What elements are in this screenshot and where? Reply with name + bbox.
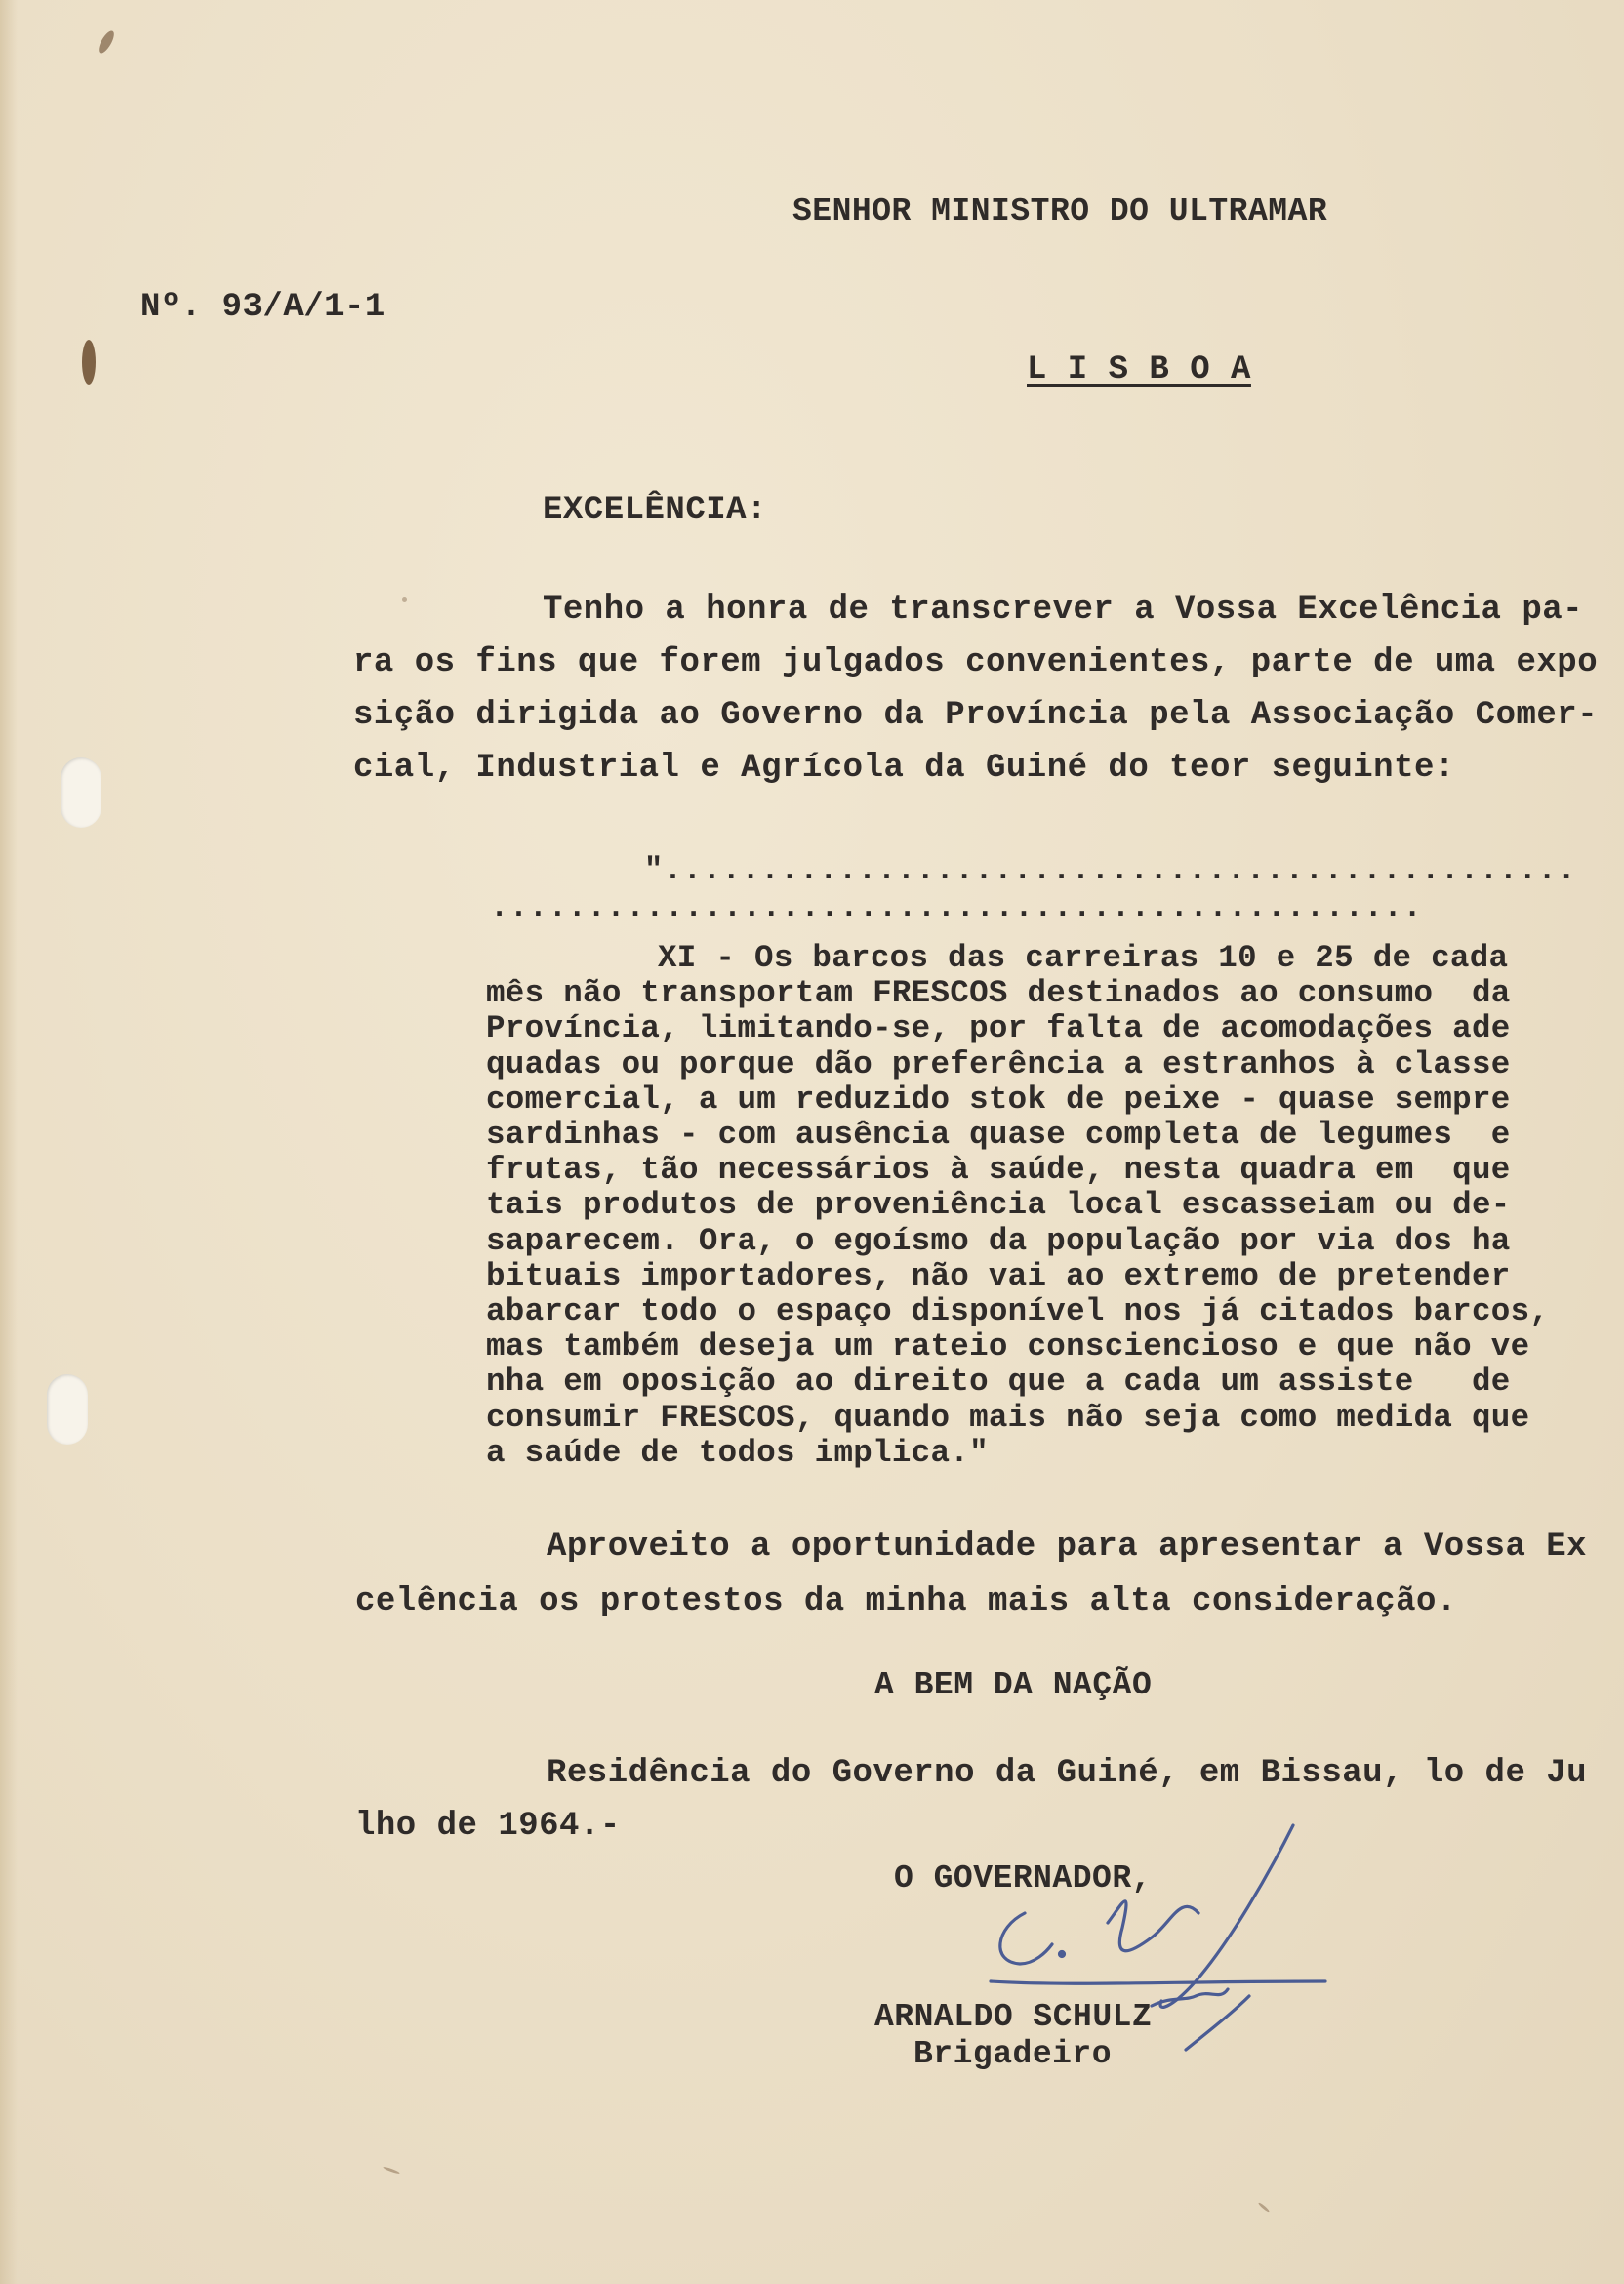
dots-line-1: "............................................... (644, 852, 1577, 888)
quote-line: abarcar todo o espaço disponível nos já citados barcos, (486, 1293, 1550, 1330)
quote-line: quadas ou porque dão preferência a estranhos à classe (486, 1045, 1511, 1082)
intro-line-3: sição dirigida ao Governo da Província pela Associação Comer- (353, 697, 1599, 734)
closing-line-1: Aproveito a oportunidade para apresentar a Vossa Ex (547, 1529, 1588, 1566)
intro-line-2: ra os fins que forem julgados convenientes, parte de uma expo (353, 644, 1599, 681)
quote-line: comercial, a um reduzido stok de peixe - quase sempre (486, 1081, 1511, 1118)
salutation: EXCELÊNCIA: (543, 492, 767, 529)
quote-line: bituais importadores, não vai ao extremo de pretender (486, 1257, 1511, 1294)
quote-line: frutas, tão necessários à saúde, nesta quadra em que (486, 1152, 1511, 1189)
quote-line: mas também deseja um rateio consciencioso e que não ve (486, 1328, 1530, 1366)
city-heading: L I S B O A (1027, 351, 1251, 388)
signatory-rank: Brigadeiro (914, 2036, 1113, 2072)
quote-line: sardinhas - com ausência quase completa de legumes e (486, 1117, 1511, 1154)
place-date-line-2: lho de 1964.- (355, 1808, 621, 1845)
signature-title: O GOVERNADOR, (894, 1860, 1152, 1897)
quote-line: consumir FRESCOS, quando mais não seja como medida que (486, 1399, 1530, 1436)
quote-line: saparecem. Ora, o egoísmo da população por via dos ha (486, 1222, 1511, 1259)
closing-line-2: celência os protestos da minha mais alta consideração. (355, 1583, 1457, 1620)
quote-line: Província, limitando-se, por falta de acomodações ade (486, 1010, 1511, 1047)
signatory-name: ARNALDO SCHULZ (874, 1999, 1153, 2035)
place-date-line-1: Residência do Governo da Guiné, em Bissau, lo de Ju (547, 1755, 1588, 1792)
dots-line-2: ................................................ (490, 889, 1423, 925)
addressee-line: SENHOR MINISTRO DO ULTRAMAR (792, 193, 1328, 229)
paper-speck (402, 597, 407, 602)
quote-line: mês não transportam FRESCOS destinados ao consumo da (486, 975, 1511, 1012)
motto: A BEM DA NAÇÃO (874, 1667, 1153, 1703)
quote-line: tais produtos de proveniência local escasseiam ou de- (486, 1187, 1511, 1224)
intro-line-4: cial, Industrial e Agrícola da Guiné do teor seguinte: (353, 750, 1455, 787)
quote-line: nha em oposição ao direito que a cada um assiste de (486, 1364, 1511, 1401)
quote-line: XI - Os barcos das carreiras 10 e 25 de cada (658, 940, 1509, 976)
reference-number: Nº. 93/A/1-1 (141, 289, 386, 326)
intro-line-1: Tenho a honra de transcrever a Vossa Excelência pa- (543, 591, 1584, 629)
quote-line: a saúde de todos implica." (486, 1434, 989, 1471)
